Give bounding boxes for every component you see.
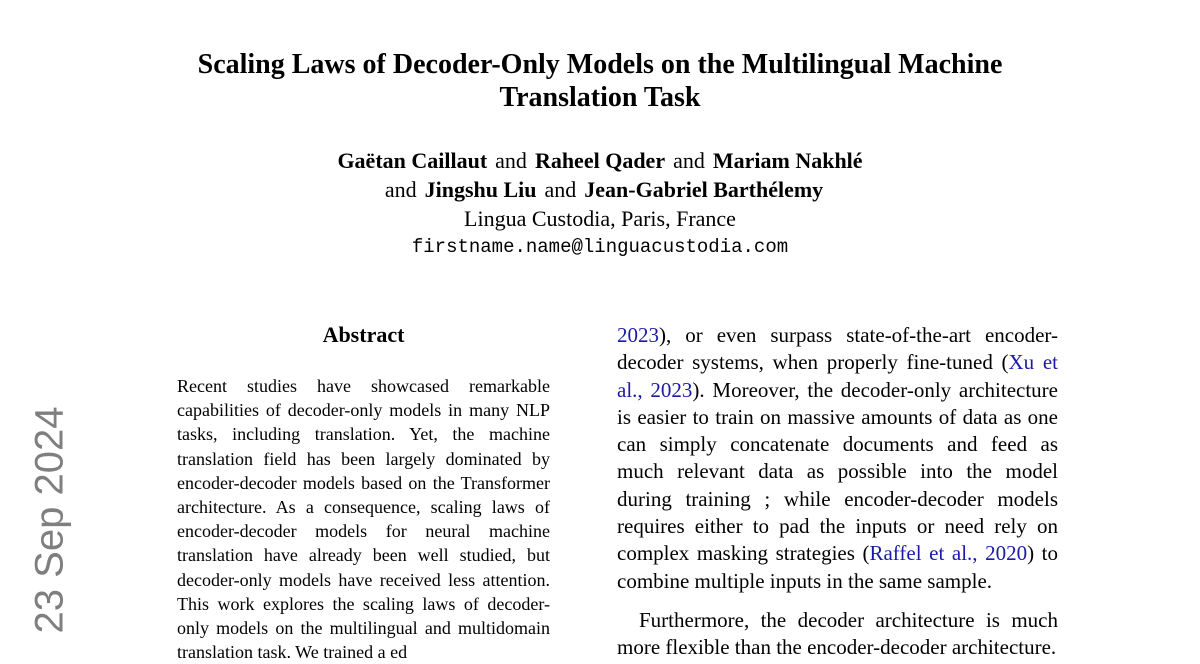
author-name: Gaëtan Caillaut <box>337 148 488 173</box>
author-name: Mariam Nakhlé <box>712 148 863 173</box>
author-name: Raheel Qader <box>534 148 666 173</box>
authors-line-1 <box>150 146 1050 175</box>
paper-title: Scaling Laws of Decoder-Only Models on the Multilingual Machine Translation Task <box>197 49 1003 113</box>
author-separator: and <box>673 148 705 173</box>
body-text: ), or even surpass state-of-the-art encoder-decoder systems, when properly fine-tuned ( <box>617 323 1058 375</box>
author-name: Jean-Gabriel Barthélemy <box>584 177 824 202</box>
author-separator: and <box>384 177 417 202</box>
abstract-heading: Abstract <box>322 322 405 347</box>
citation-link[interactable]: Xu et al., 2023 <box>617 350 1058 402</box>
author-separator: and <box>495 148 527 173</box>
contact-email: firstname.name@linguacustodia.com <box>411 236 789 258</box>
body-text: ) to combine multiple inputs in the same sample. <box>617 541 1058 593</box>
body-right-column <box>617 322 1058 662</box>
body-paragraph-2: Furthermore, the decoder architecture is much more flexible than the encoder-decoder architecture. <box>617 607 1058 660</box>
body-paragraph-1 <box>617 322 1058 595</box>
author-name: Jingshu Liu <box>424 177 537 202</box>
affiliation: Lingua Custodia, Paris, France <box>464 206 736 231</box>
body-text: ). Moreover, the decoder-only architecture is easier to train on massive amounts of data as one can simply concatenate documents and feed as much relevant data as possible into the model during training ; while encoder-decoder models requires either to pad the inputs or need rely on complex masking strategies ( <box>617 377 1058 566</box>
citation-link[interactable]: 2023 <box>617 323 659 347</box>
abstract-text: Recent studies have showcased remarkable capabilities of decoder-only models in many NLP tasks, including translation. Yet, the machine translation field has been largely dominated by encoder-decoder models based on the Transformer architecture. As a consequence, scaling laws of encoder-decoder models for neural machine translation have already been well studied, but decoder-only models have received less attention. This work explores the scaling laws of decoder-only models on the multilingual and multidomain translation task. We trained a ed <box>177 376 550 663</box>
author-block <box>150 146 1050 262</box>
arxiv-date-stamp: 23 Sep 2024 <box>27 406 72 634</box>
author-separator: and <box>544 177 577 202</box>
citation-link[interactable]: Raffel et al., 2020 <box>869 541 1028 566</box>
authors-line-2 <box>150 175 1050 204</box>
